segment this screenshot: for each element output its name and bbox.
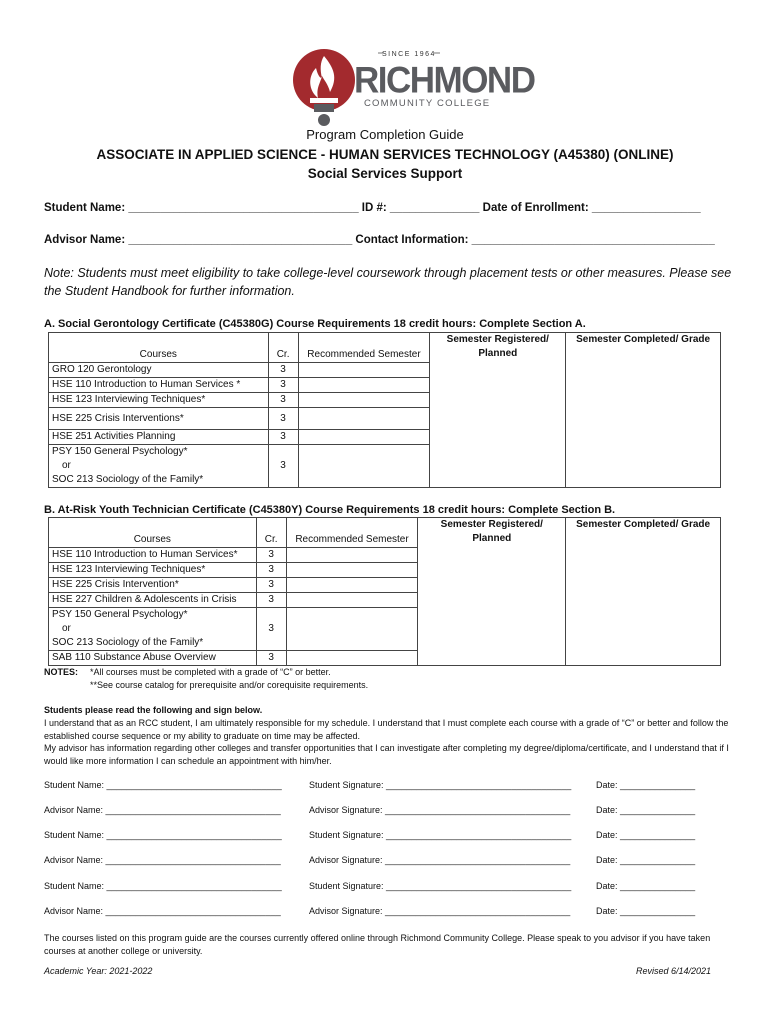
logo-sub-text: COMMUNITY COLLEGE: [364, 98, 491, 109]
guide-label: Program Completion Guide: [306, 127, 464, 142]
col-recommended: Recommended Semester: [298, 333, 430, 363]
table-row: HSE 110 Introduction to Human Services *: [49, 378, 269, 393]
revised-date: Revised 6/14/2021: [636, 966, 712, 976]
program-subtitle: Social Services Support: [307, 166, 463, 181]
table-row: PSY 150 General Psychology* or SOC 213 Sociology of the Family*: [49, 445, 269, 488]
col-completed[interactable]: Semester Completed/ Grade: [566, 333, 721, 488]
col-courses: Courses: [49, 518, 257, 548]
academic-year: Academic Year: 2021-2022: [44, 966, 153, 976]
table-row: PSY 150 General Psychology* or SOC 213 Sociology of the Family*: [49, 608, 257, 651]
table-row: HSE 251 Activities Planning: [49, 430, 269, 445]
col-registered[interactable]: Semester Registered/ Planned: [430, 333, 566, 488]
col-registered[interactable]: Semester Registered/ Planned: [418, 518, 566, 666]
col-completed[interactable]: Semester Completed/ Grade: [566, 518, 721, 666]
program-title: ASSOCIATE IN APPLIED SCIENCE - HUMAN SERVICES TECHNOLOGY (A45380) (ONLINE): [96, 147, 674, 162]
statement-paragraph-2: My advisor has information regarding other colleges and transfer opportunities that I can investigate after completing my degree/diploma/certificate, and I understand that if I would like more information I can schedule an appointment with him/her.: [44, 743, 729, 766]
col-cr: Cr.: [268, 333, 298, 363]
advisor-info-line[interactable]: Advisor Name: ___________________________________ Contact Information: ______________________________________: [44, 234, 715, 246]
table-row: SAB 110 Substance Abuse Overview: [49, 651, 257, 666]
table-row: HSE 227 Children & Adolescents in Crisis: [49, 593, 257, 608]
table-row: HSE 225 Crisis Intervention*: [49, 578, 257, 593]
student-info-line[interactable]: Student Name: ____________________________________ ID #: ______________ Date of Enrollment: _________________: [44, 202, 701, 214]
statement-paragraph-1: I understand that as an RCC student, I am ultimately responsible for my schedule. I understand that I must complete each course with a grade of “C” or better and follow the established course sequence or my ability to graduate on time may be affected.: [44, 718, 729, 741]
section-b-heading: B. At-Risk Youth Technician Certificate (C45380Y) Course Requirements 18 credit hours: Complete Section B.: [44, 504, 616, 516]
notes-line-2: **See course catalog for prerequisite and/or corequisite requirements.: [90, 680, 369, 690]
footer-text: The courses listed on this program guide are the courses currently offered online through Richmond Community College. Please speak to you advisor if you have taken courses at another college or university.: [44, 933, 711, 956]
col-courses: Courses: [49, 333, 269, 363]
notes-line-1: *All courses must be completed with a grade of “C” or better.: [90, 667, 331, 677]
table-row: GRO 120 Gerontology: [49, 363, 269, 378]
notes-label: NOTES:: [44, 667, 79, 677]
table-row: HSE 110 Introduction to Human Services*: [49, 548, 257, 563]
logo-name-text: RICHMOND: [354, 60, 535, 101]
students-heading: Students please read the following and sign below.: [44, 705, 263, 715]
col-recommended: Recommended Semester: [286, 518, 418, 548]
table-row: HSE 225 Crisis Interventions*: [49, 408, 269, 430]
section-a-table: Courses Cr. Recommended Semester Semester Registered/ Planned Semester Completed/ Grade GRO 120 Gerontology 3 HSE 110 Introduction to Human Services * 3 HSE 123 Interviewing Techniques* 3 HSE 225 Crisis Interventions* 3 HSE 251 Activities Planning 3 PSY 150 General Psychology* or SOC 213 Sociology of the Family* 3: [48, 332, 721, 488]
section-a-heading: A. Social Gerontology Certificate (C45380G) Course Requirements 18 credit hours: Complete Section A.: [44, 318, 586, 330]
logo-since-text: SINCE 1964: [382, 51, 436, 58]
section-b-table: Courses Cr. Recommended Semester Semester Registered/ Planned Semester Completed/ Grade HSE 110 Introduction to Human Services* 3 HSE 123 Interviewing Techniques* 3 HSE 225 Crisis Intervention* 3 HSE 227 Children & Adolescents in Crisis 3 PSY 150 General Psychology* or SOC 213 Sociology of the Family* 3 SAB 110 Substance Abuse Overview 3: [48, 517, 721, 666]
table-row: HSE 123 Interviewing Techniques*: [49, 563, 257, 578]
col-cr: Cr.: [256, 518, 286, 548]
table-row: HSE 123 Interviewing Techniques*: [49, 393, 269, 408]
eligibility-note: Note: Students must meet eligibility to take college-level coursework through placement tests or other measures. Please see the Student Handbook for further information.: [44, 266, 732, 298]
